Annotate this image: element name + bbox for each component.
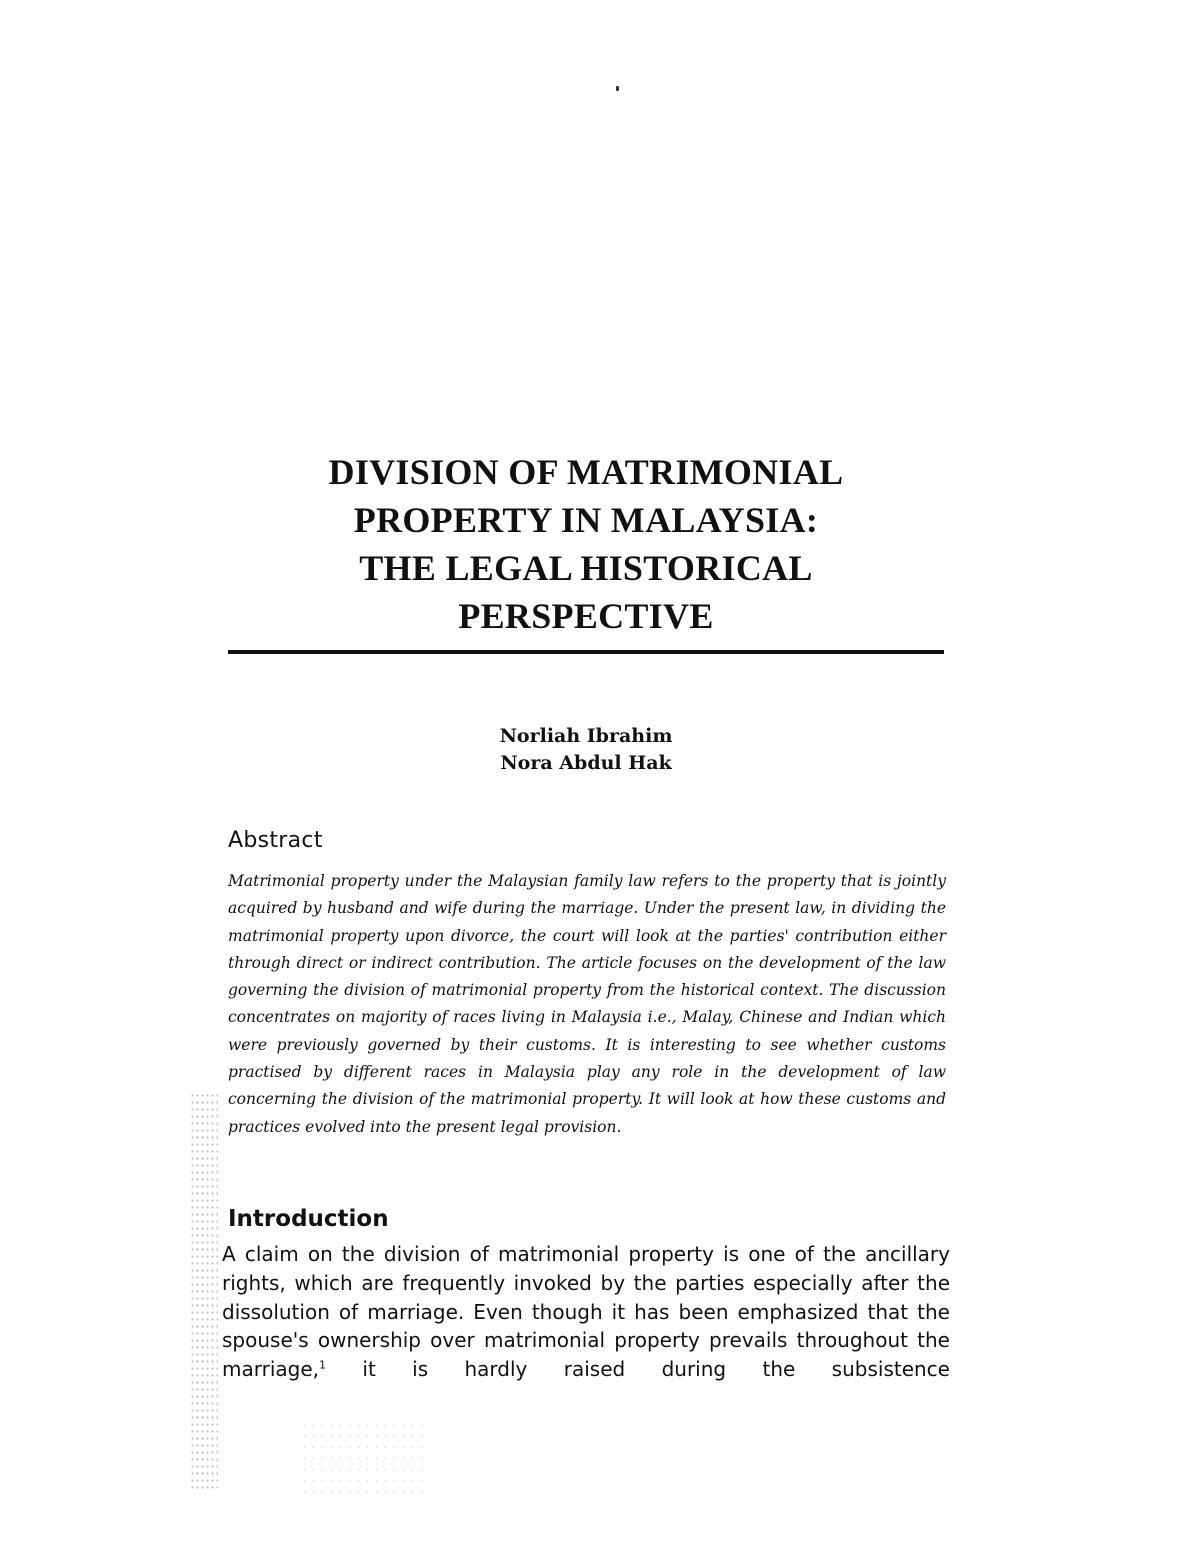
author-name: Norliah Ibrahim — [499, 725, 673, 747]
scan-mark — [616, 86, 619, 91]
author-list — [228, 723, 944, 777]
footnote-marker: 1 — [319, 1358, 327, 1372]
introduction-heading: Introduction — [228, 1206, 389, 1232]
author-name: Nora Abdul Hak — [500, 752, 672, 774]
title-line: DIVISION OF MATRIMONIAL — [328, 452, 844, 492]
scan-noise — [190, 1092, 218, 1492]
title-line: PERSPECTIVE — [458, 596, 714, 636]
title-line: THE LEGAL HISTORICAL — [359, 548, 813, 588]
article-title — [228, 448, 944, 640]
title-rule — [228, 650, 944, 654]
abstract-text: Matrimonial property under the Malaysian family law refers to the property that is jointly acquired by husband and wife during the marriage. Under the present law, in dividing the matrimonial property upon divorce, the court will look at the parties' contribution either through direct or indirect contribution. The article focuses on the development of the law governing the division of matrimonial property from the historical context. The discussion concentrates on majority of races living in Malaysia i.e., Malay, Chinese and Indian which were previously governed by their customs. It is interesting to see whether customs practised by different races in Malaysia play any role in the development of law concerning the division of the matrimonial property. It will look at how these customs and practices evolved into the present legal provision. — [228, 872, 946, 1136]
introduction-text — [222, 1240, 950, 1384]
introduction-text-part: it is hardly raised during the subsistence — [326, 1357, 950, 1382]
abstract-heading: Abstract — [228, 828, 323, 853]
introduction-text-part: A claim on the division of matrimonial property is one of the ancillary rights, which are frequently invoked by the parties especially after the dissolution of marriage. Even though it has been emphasized that the spouse's ownership over matrimonial property prevails throughout the marriage, — [222, 1242, 950, 1382]
title-line: PROPERTY IN MALAYSIA: — [353, 500, 819, 540]
scan-noise — [300, 1420, 430, 1495]
